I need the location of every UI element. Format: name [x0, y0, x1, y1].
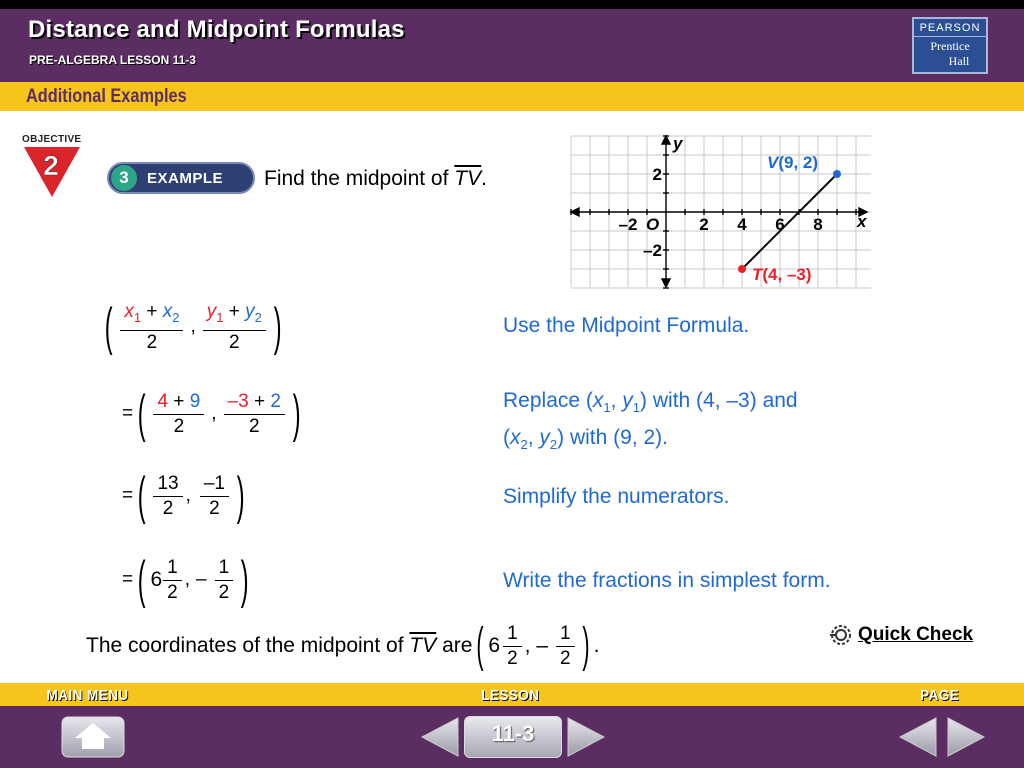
left-paren: ( [104, 298, 113, 357]
magnifier-icon [828, 623, 854, 647]
negative-half-fraction: $\frac{1}{2}$ [215, 556, 234, 605]
lesson-previous-button[interactable] [420, 716, 460, 763]
page-title: Distance and Midpoint Formulas [28, 16, 405, 43]
objective-number: 2 [43, 150, 59, 181]
arrow-left-icon [420, 716, 460, 758]
y-axis-arrow-down-icon [662, 279, 670, 287]
lesson-next-button[interactable] [566, 716, 606, 763]
logo-text-pearson: PEARSON [914, 22, 986, 37]
step-2-line-1: Replace ($x_1$, $y_1$) with (4, –3) and [503, 389, 798, 416]
y-tick-label: 2 [652, 165, 662, 184]
page-next-button[interactable] [946, 716, 986, 763]
home-icon [61, 716, 125, 758]
origin-label: O [646, 215, 660, 234]
x-sum-fraction: $\frac{4 + 9}{2}$ [153, 390, 204, 439]
y-sum-fraction: $\frac{-3 + 2}{2}$ [224, 390, 285, 439]
x-axis-arrow-left-icon [571, 208, 579, 216]
point-v [833, 170, 841, 178]
x-tick-label: 2 [699, 215, 709, 234]
conclusion-mixed-fraction: $\frac{1}{2}$ [503, 622, 522, 671]
prompt-text: Find the midpoint of [264, 167, 449, 190]
coordinate-graph [569, 134, 874, 289]
page-previous-button[interactable] [898, 716, 938, 763]
arrow-right-icon [566, 716, 606, 758]
example-badge [107, 162, 255, 194]
step-3-explanation: Simplify the numerators. [503, 485, 730, 508]
main-menu-home-button[interactable] [61, 716, 125, 763]
pearson-logo [912, 17, 988, 74]
x-fraction: $\frac{x_1 + x_2}{2}$ [120, 300, 183, 355]
y-axis-arrow-up-icon [662, 136, 670, 144]
main-menu-label: MAIN MENU [46, 687, 129, 704]
problem-prompt: Find the midpoint of $\overline{TV}$. [264, 167, 487, 190]
midpoint-formula: ( $\frac{x_1 + x_2}{2}$ , $\frac{y_1 + y_2}{2}$ ) [104, 298, 282, 357]
example-number: 3 [111, 165, 137, 191]
x-fraction-13-2: $\frac{13}{2}$ [153, 472, 182, 521]
x-tick-label: 6 [775, 215, 785, 234]
simplified-step: = ( $\frac{13}{2}$ , $\frac{-1}{2}$ ) [122, 467, 245, 525]
page-label: PAGE [920, 687, 960, 704]
x-tick-label: 8 [813, 215, 823, 234]
mixed-fraction-part: $\frac{1}{2}$ [163, 556, 182, 605]
quick-check-link[interactable] [828, 623, 973, 647]
objective-triangle-icon [22, 145, 82, 199]
point-t-label: T(4, –3) [752, 265, 812, 284]
y-axis-label: y [673, 134, 683, 153]
logo-text-prentice: Prentice [930, 39, 970, 53]
objective-badge [22, 134, 92, 204]
lesson-number-button[interactable]: 11-3 [464, 716, 562, 758]
step-1-explanation: Use the Midpoint Formula. [503, 314, 750, 337]
objective-label: OBJECTIVE [22, 134, 82, 145]
step-4-explanation: Write the fractions in simplest form. [503, 569, 831, 592]
top-strip [0, 0, 1024, 9]
lesson-label: LESSON [481, 687, 540, 704]
segment-tv [742, 174, 837, 269]
section-label: Additional Examples [26, 86, 187, 107]
conclusion-negative-fraction: $\frac{1}{2}$ [556, 622, 575, 671]
prompt-segment: $\overline{TV}$ [454, 167, 482, 190]
logo-text-hall: Hall [948, 54, 970, 68]
y-fraction: $\frac{y_1 + y_2}{2}$ [203, 300, 266, 355]
y-tick-label: –2 [643, 241, 662, 260]
substitution-step: = ( $\frac{4 + 9}{2}$ , $\frac{-3 + 2}{2}$ ) [122, 385, 301, 443]
point-t [738, 265, 746, 273]
point-v-label: V(9, 2) [767, 153, 819, 172]
quick-check-label[interactable]: Quick Check [858, 624, 974, 645]
x-tick-label: –2 [618, 215, 638, 234]
arrow-left-icon [898, 716, 938, 758]
y-fraction-neg1-2: $\frac{-1}{2}$ [200, 472, 229, 521]
x-axis-label: x [857, 212, 867, 231]
step-2-line-2: ($x_2$, $y_2$) with (9, 2). [503, 426, 668, 453]
step-2-explanation [503, 386, 798, 460]
example-label: EXAMPLE [147, 170, 224, 187]
lesson-subtitle: PRE-ALGEBRA LESSON 11-3 [29, 53, 196, 67]
axes [571, 136, 867, 287]
x-tick-label: 4 [737, 215, 747, 234]
simplest-form-step: = ( 6 $\frac{1}{2}$ , – $\frac{1}{2}$ ) [122, 551, 249, 609]
arrow-right-icon [946, 716, 986, 758]
right-paren: ) [273, 298, 282, 357]
conclusion-sentence: The coordinates of the midpoint of $\overline{TV}$ are ( 6 $\frac{1}{2}$ , – $\frac{1}{2}$ ) . [86, 619, 600, 672]
